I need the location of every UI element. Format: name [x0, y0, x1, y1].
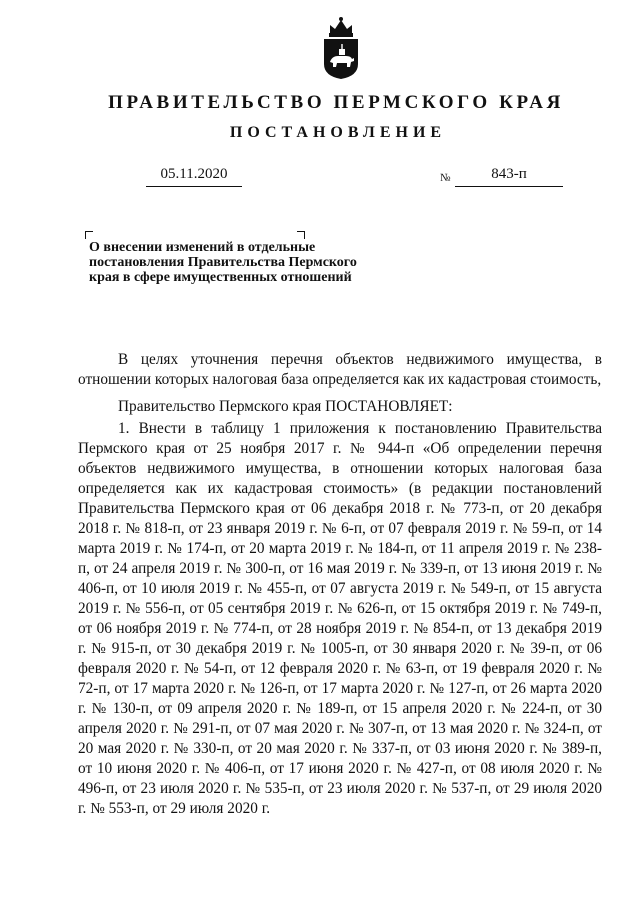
document-body: [78, 350, 602, 819]
intro-paragraph: В целях уточнения перечня объектов недвижимого имущества, в отношении которых налоговая база определяется как их кадастровая стоимость,: [78, 351, 602, 388]
document-date: 05.11.2020: [160, 166, 228, 182]
number-underline: [455, 186, 563, 187]
subject-bracket-left: [85, 231, 93, 239]
subject-bracket-right: [297, 231, 305, 239]
document-date-field: [146, 166, 242, 187]
organization-title: ПРАВИТЕЛЬСТВО ПЕРМСКОГО КРАЯ: [108, 92, 564, 113]
document-number: 843-п: [491, 166, 527, 182]
decree-paragraph: Правительство Пермского края ПОСТАНОВЛЯЕТ:: [118, 398, 453, 415]
subject-title: О внесении изменений в отдельные постановления Правительства Пермского края в сфере имущественных отношений: [89, 240, 357, 285]
number-sign: №: [440, 172, 451, 184]
document-type-heading: ПОСТАНОВЛЕНИЕ: [229, 124, 447, 141]
perm-krai-coat-of-arms-icon: [318, 14, 364, 80]
document-number-field: [455, 166, 563, 187]
clause-1-paragraph: 1. Внести в таблицу 1 приложения к постановлению Правительства Пермского края от 25 ноября 2017 г. № 944-п «Об определении перечня объектов недвижимого имущества, в отношении которых налоговая база определяется как их кадастровая стоимость» (в редакции постановлений Правительства Пермского края от 06 декабря 2018 г. № 773-п, от 20 декабря 2018 г. № 818-п, от 23 января 2019 г. № 6-п, от 07 февраля 2019 г. № 59-п, от 14 марта 2019 г. № 174-п, от 20 марта 2019 г. № 184-п, от 11 апреля 2019 г. № 238-п, от 24 апреля 2019 г. № 300-п, от 16 мая 2019 г. № 339-п, от 13 июня 2019 г. № 406-п, от 10 июля 2019 г. № 455-п, от 07 августа 2019 г. № 549-п, от 15 августа 2019 г. № 556-п, от 05 сентября 2019 г. № 626-п, от 15 октября 2019 г. № 749-п, от 06 ноября 2019 г. № 774-п, от 28 ноября 2019 г. № 854-п, от 13 декабря 2019 г. № 915-п, от 30 декабря 2019 г. № 1005-п, от 30 января 2020 г. № 39-п, от 06 февраля 2020 г. № 54-п, от 12 февраля 2020 г. № 63-п, от 19 февраля 2020 г. № 72-п, от 17 марта 2020 г. № 126-п, от 17 марта 2020 г. № 127-п, от 26 марта 2020 г. № 130-п, от 09 апреля 2020 г. № 189-п, от 15 апреля 2020 г. № 224-п, от 30 апреля 2020 г. № 291-п, от 07 мая 2020 г. № 307-п, от 13 мая 2020 г. № 324-п, от 20 мая 2020 г. № 330-п, от 20 мая 2020 г. № 337-п, от 03 июня 2020 г. № 389-п, от 10 июня 2020 г. № 406-п, от 17 июня 2020 г. № 427-п, от 08 июля 2020 г. № 496-п, от 23 июля 2020 г. № 535-п, от 23 июля 2020 г. № 537-п, от 29 июля 2020 г. № 553-п, от 29 июля 2020 г.: [78, 420, 602, 817]
date-underline: [146, 186, 242, 187]
